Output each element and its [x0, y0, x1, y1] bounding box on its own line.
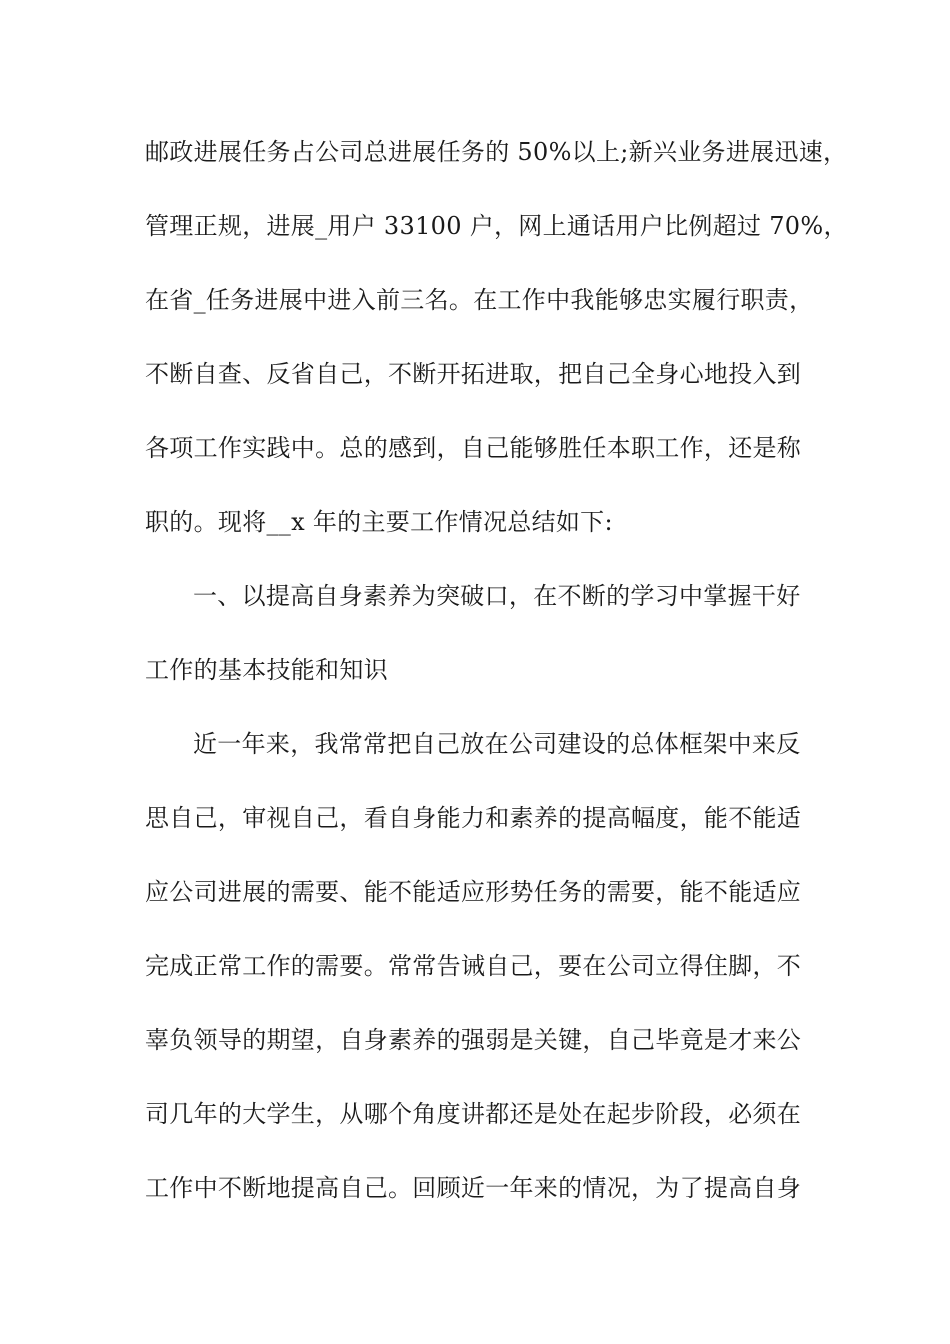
text-line: 职的。现将__x 年的主要工作情况总结如下:	[145, 508, 613, 536]
text-line: 邮政进展任务占公司总进展任务的 50%以上;新兴业务进展迅速，	[145, 138, 848, 166]
text-line: 各项工作实践中。总的感到，自己能够胜任本职工作，还是称	[145, 434, 802, 462]
text-line: 司几年的大学生，从哪个角度讲都还是处在起步阶段，必须在	[145, 1100, 802, 1128]
text-line: 思自己，审视自己，看自身能力和素养的提高幅度，能不能适	[145, 804, 802, 832]
text-line: 完成正常工作的需要。常常告诫自己，要在公司立得住脚，不	[145, 952, 802, 980]
text-line: 不断自查、反省自己，不断开拓进取，把自己全身心地投入到	[145, 360, 802, 388]
text-line: 管理正规，进展_用户 33100 户，网上通话用户比例超过 70%，	[145, 212, 848, 240]
section-heading-line: 一、以提高自身素养为突破口，在不断的学习中掌握干好	[193, 582, 801, 610]
text-line: 工作中不断地提高自己。回顾近一年来的情况，为了提高自身	[145, 1174, 802, 1202]
text-line: 辜负领导的期望，自身素养的强弱是关键，自己毕竟是才来公	[145, 1026, 802, 1054]
document-body	[145, 128, 848, 1238]
text-line: 应公司进展的需要、能不能适应形势任务的需要，能不能适应	[145, 878, 802, 906]
text-line: 近一年来，我常常把自己放在公司建设的总体框架中来反	[193, 730, 801, 758]
section-heading-line: 工作的基本技能和知识	[145, 656, 388, 684]
text-line: 在省_任务进展中进入前三名。在工作中我能够忠实履行职责，	[145, 286, 814, 314]
